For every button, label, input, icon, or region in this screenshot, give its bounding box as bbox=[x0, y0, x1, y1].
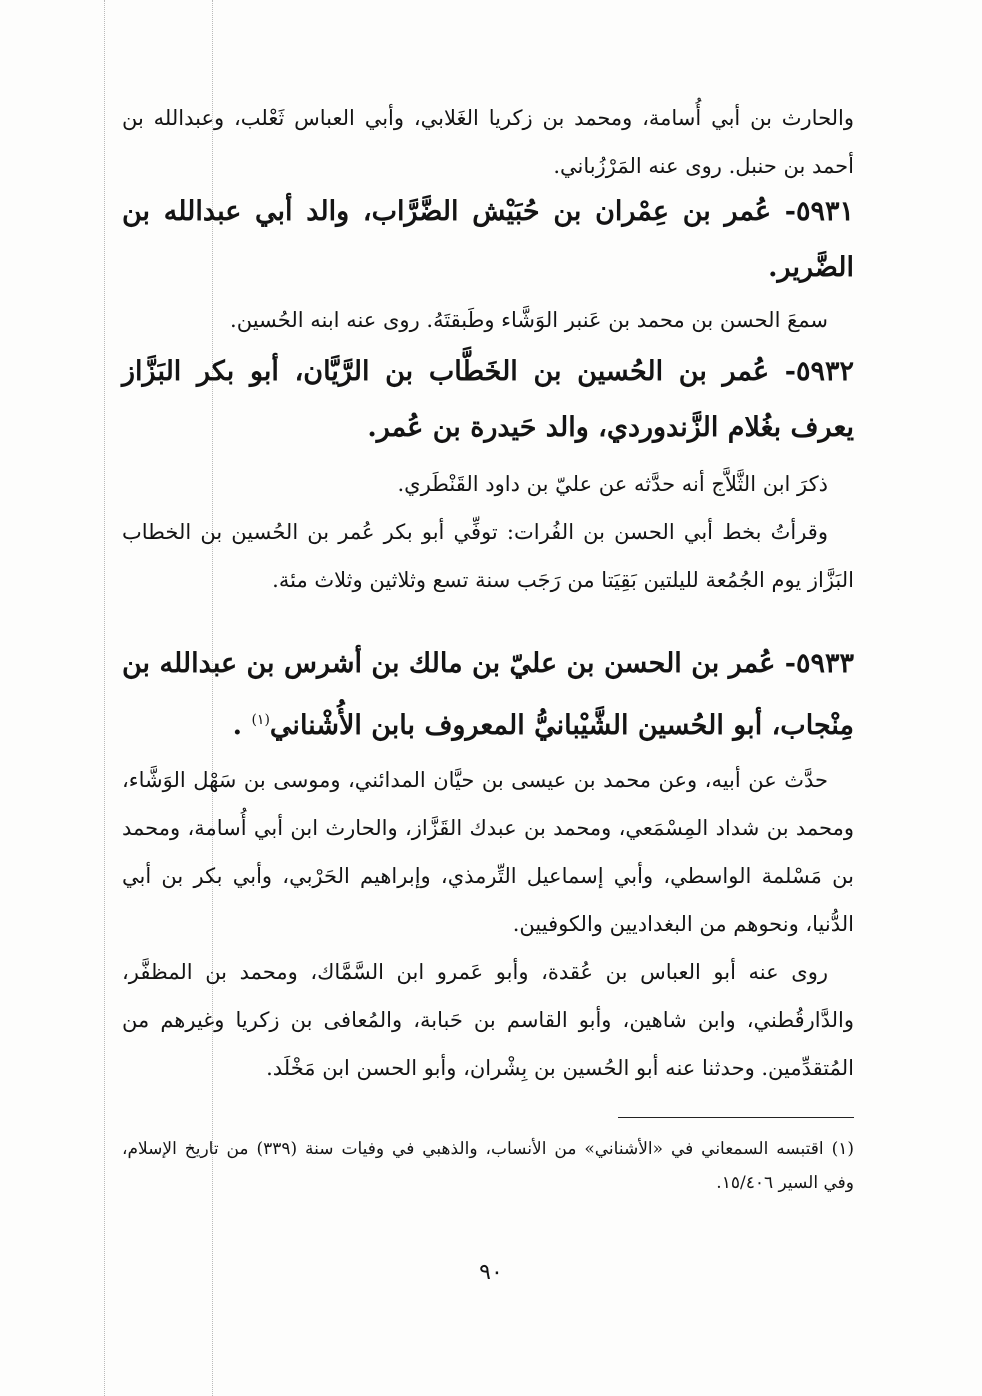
body-paragraph: والحارث بن أبي أُسامة، ومحمد بن زكريا الغَلابي، وأبي العباس ثَعْلب، وعبدالله بن أحمد بن حنبل. روى عنه المَرْزُباني. bbox=[122, 106, 854, 178]
entry-5933-body bbox=[122, 756, 854, 1092]
entry-heading-text: ٥٩٣٣- عُمر بن الحسن بن عليّ بن مالك بن أشرس بن عبدالله بن مِنْجاب، أبو الحُسين الشَّيْبانيُّ المعروف بابن الأُشْناني bbox=[122, 648, 854, 741]
indented-text: وقرأتُ بخط أبي الحسن بن الفُرات: توفِّي أبو بكر عُمر بن الحُسين بن الخطاب البَزَّاز يوم الجُمُعة لليلتين بَقِيَتا من رَجَب سنة تسع وثلاثين وثلاث مئة. bbox=[122, 520, 854, 592]
entry-5932-body bbox=[122, 460, 854, 604]
indented-text: حدَّث عن أبيه، وعن محمد بن عيسى بن حيَّان المدائني، وموسى بن سَهْل الوَشَّاء، ومحمد بن شداد المِسْمَعي، ومحمد بن عبدك القَزَّاز، والحارث ابن أبي أُسامة، ومحمد بن مَسْلمة الواسطي، وأبي إسماعيل التِّرمذي، وإبراهيم الحَرْبي، وأبي بكر بن أبي الدُّنيا، ونحوهم من البغداديين والكوفيين. bbox=[122, 768, 854, 936]
body-paragraph bbox=[122, 948, 854, 1092]
indented-text: روى عنه أبو العباس بن عُقدة، وأبو عَمرو ابن السَّمَّاك، ومحمد بن المظفَّر، والدَّارقُطني، وابن شاهين، وأبو القاسم بن حَبابة، والمُعافى بن زكريا وغيرهم من المُتقدِّمين. وحدثنا عنه أبو الحُسين بن بِشْران، وأبو الحسن ابن مَخْلَد. bbox=[122, 960, 854, 1080]
entry-heading bbox=[122, 636, 854, 754]
body-paragraph bbox=[122, 296, 854, 344]
footnote bbox=[122, 1132, 854, 1200]
heading-end: . bbox=[232, 710, 243, 741]
entry-5931 bbox=[122, 184, 854, 296]
footnote-marker: (١) bbox=[831, 1139, 854, 1159]
page-number: ٩٠ bbox=[479, 1260, 503, 1285]
scan-artifact-line bbox=[104, 0, 105, 1396]
entry-5933 bbox=[122, 636, 854, 754]
intro-block bbox=[122, 94, 854, 190]
entry-heading: ٥٩٣١- عُمر بن عِمْران بن حُبَيْش الضَّرَّاب، والد أبي عبدالله بن الضَّرير. bbox=[122, 196, 854, 283]
indented-text: سمعَ الحسن بن محمد بن عَنبر الوَشَّاء وطَبقتَهُ. روى عنه ابنه الحُسين. bbox=[230, 308, 828, 332]
footnote-text: اقتبسه السمعاني في «الأشناني» من الأنساب، والذهبي في وفيات سنة (٣٣٩) من تاريخ الإسلام، وفي السير ١٥/٤٠٦. bbox=[122, 1139, 854, 1193]
footnote-separator bbox=[618, 1117, 854, 1118]
body-paragraph bbox=[122, 508, 854, 604]
body-paragraph bbox=[122, 756, 854, 948]
footnote-reference[interactable]: (١) bbox=[251, 712, 270, 728]
body-paragraph bbox=[122, 460, 854, 508]
indented-text: ذكرَ ابن الثَّلاَّج أنه حدَّثه عن عليّ بن داود القَنْطَري. bbox=[397, 472, 828, 496]
entry-5931-body bbox=[122, 296, 854, 344]
entry-heading: ٥٩٣٢- عُمر بن الحُسين بن الخَطَّاب بن الرَّيَّان، أبو بكر البَزَّاز يعرف بغُلام الزَّندوردي، والد حَيدرة بن عُمر. bbox=[122, 356, 854, 443]
entry-5932 bbox=[122, 344, 854, 456]
